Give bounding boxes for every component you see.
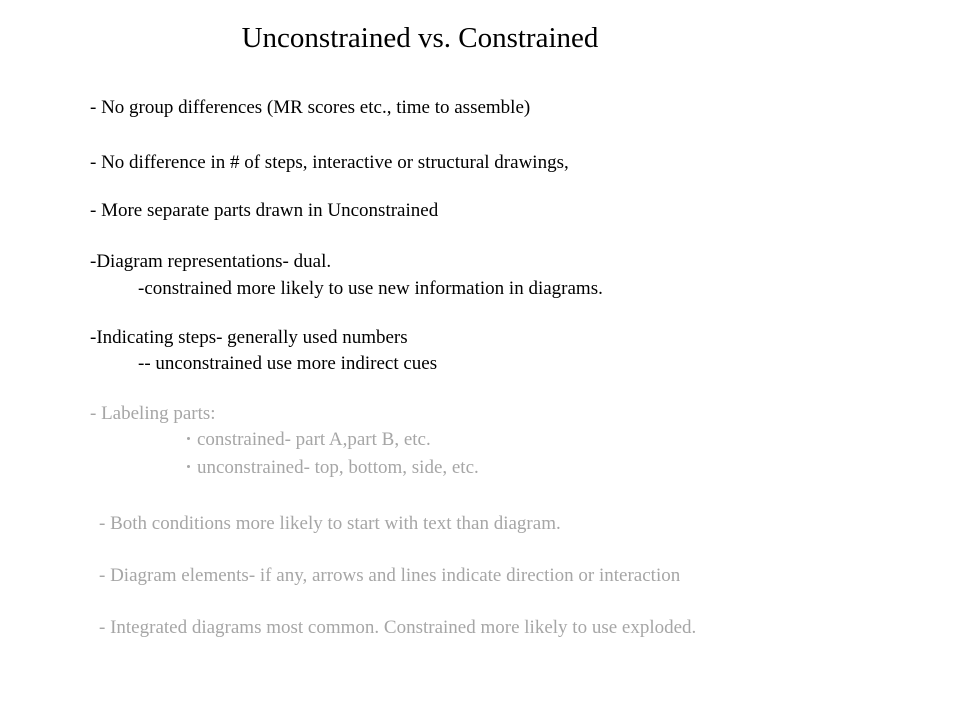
point-group-differences: - No group differences (MR scores etc., time to assemble)	[90, 97, 531, 118]
point-diagram-representations: -Diagram representations- dual.	[90, 251, 332, 272]
point-labeling-parts: - Labeling parts:	[90, 403, 216, 424]
bullet-dot-icon	[187, 465, 190, 468]
subpoint-indirect-cues: -- unconstrained use more indirect cues	[138, 353, 438, 374]
slide-title: Unconstrained vs. Constrained	[241, 22, 599, 54]
point-separate-parts: - More separate parts drawn in Unconstrained	[90, 200, 439, 221]
subpoint-constrained-labels	[187, 429, 431, 451]
point-text-first: - Both conditions more likely to start with text than diagram.	[99, 513, 561, 534]
subpoint-unconstrained-labels	[187, 457, 479, 479]
point-indicating-steps: -Indicating steps- generally used numbers	[90, 327, 408, 348]
subpoint-constrained-labels-text: constrained- part A,part B, etc.	[197, 429, 431, 450]
point-integrated-diagrams: - Integrated diagrams most common. Constrained more likely to use exploded.	[99, 617, 697, 638]
subpoint-constrained-new-info: -constrained more likely to use new information in diagrams.	[138, 278, 603, 299]
bullet-dot-icon	[187, 437, 190, 440]
subpoint-unconstrained-labels-text: unconstrained- top, bottom, side, etc.	[197, 457, 479, 478]
point-steps-drawings: - No difference in # of steps, interactive or structural drawings,	[90, 152, 569, 173]
point-diagram-elements: - Diagram elements- if any, arrows and lines indicate direction or interaction	[99, 565, 681, 586]
